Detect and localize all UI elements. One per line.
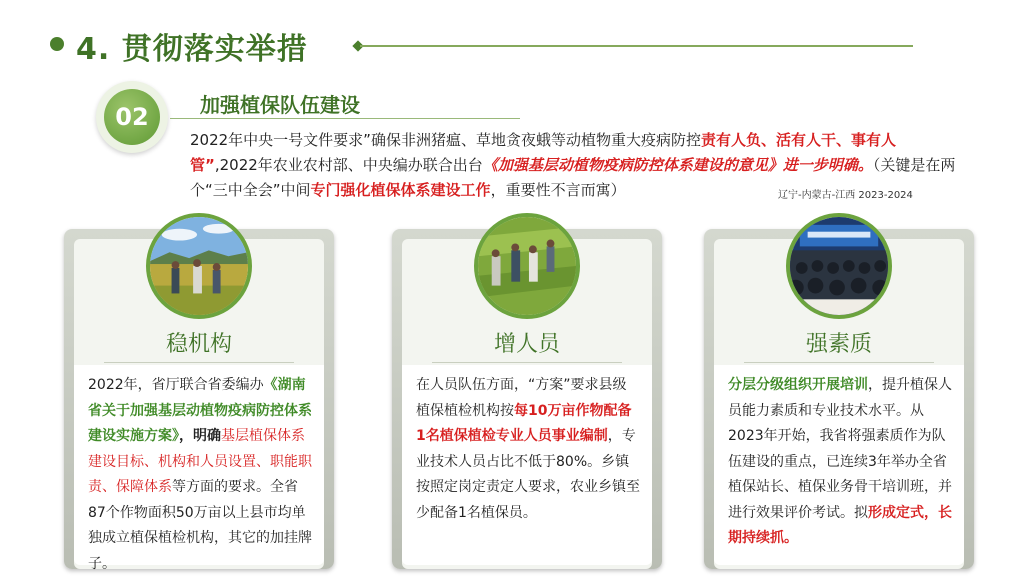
card-text: 在人员队伍方面，“方案”要求县级植保植检机构按 <box>416 377 627 419</box>
card-text: ，明确 <box>179 428 221 444</box>
card-text: ，专业技术人员占比不低于80%。乡镇按照定岗定责定人要求，农业乡镇至少配备1名植保员。 <box>416 428 640 521</box>
card-highlight: 形成定式，长期持续抓。 <box>728 504 952 546</box>
card-title: 强素质 <box>805 332 872 357</box>
card-title: 稳机构 <box>165 332 232 357</box>
card-divider <box>744 362 934 363</box>
card-panel <box>402 239 652 569</box>
card-improve-quality <box>704 229 974 569</box>
card-title: 增人员 <box>493 332 560 357</box>
farmers-in-rice-field-photo <box>146 213 252 319</box>
intro-text-1: 2022年中央一号文件要求”确保非洲猪瘟、草地贪夜蛾等动植物重大疫病防控 <box>190 131 701 149</box>
card-panel <box>714 239 964 569</box>
title-bullet-dot <box>50 37 64 51</box>
section-number: 02 <box>115 103 149 131</box>
card-stabilize-institutions <box>64 229 334 572</box>
card-text: ，提升植保人员能力素质和专业技术水平。从2023年开始，我省将强素质作为队伍建设的重点，已连续3年举办全省植保站长、植保业务骨干培训班，并进行效果评价考试。拟 <box>728 377 952 521</box>
section-title: 加强植保队伍建设 <box>200 93 360 117</box>
card-highlight: 每10万亩作物配备1名植保植检专业人员事业编制 <box>416 402 632 444</box>
card-body <box>714 365 964 565</box>
card-highlight: 分层分级组织开展培训 <box>728 377 868 393</box>
card-text: 2022年，省厅联合省委编办 <box>88 377 264 393</box>
card-highlight: 基层植保体系建设目标、机构和人员设置、职能职责、保障体系 <box>88 428 312 495</box>
card-divider <box>104 362 294 363</box>
page-title: 4. 贯彻落实举措 <box>76 32 308 67</box>
card-body <box>402 365 652 565</box>
source-note: 辽宁-内蒙古-江西 2023-2024 <box>778 190 913 201</box>
intro-highlight-1: 责有人负、活有人干、事有人管” <box>190 131 896 174</box>
card-body <box>74 365 324 572</box>
card-add-personnel <box>392 229 662 569</box>
intro-text-2: ,2022年农业农村部、中央编办联合出台 <box>214 156 483 174</box>
title-divider <box>360 45 913 47</box>
card-divider <box>432 362 622 363</box>
intro-text-3: （关键是在两个“三中全会”中间 <box>190 156 956 199</box>
card-panel <box>74 239 324 572</box>
intro-highlight-2: 《加强基层动植物疫病防控体系建设的意见》进一步明确。 <box>482 156 873 174</box>
section-divider <box>170 118 520 119</box>
intro-text-4: ，重要性不言而寓） <box>490 181 626 199</box>
intro-highlight-3: 专门强化植保体系建设工作 <box>310 181 491 199</box>
card-text: 等方面的要求。全省87个作物面积50万亩以上县市均单独成立植保植检机构，其它的加挂牌子。 <box>88 479 312 572</box>
field-inspection-photo <box>474 213 580 319</box>
card-highlight: 《湖南省关于加强基层动植物疫病防控体系建设实施方案》 <box>88 377 312 444</box>
training-meeting-photo <box>786 213 892 319</box>
